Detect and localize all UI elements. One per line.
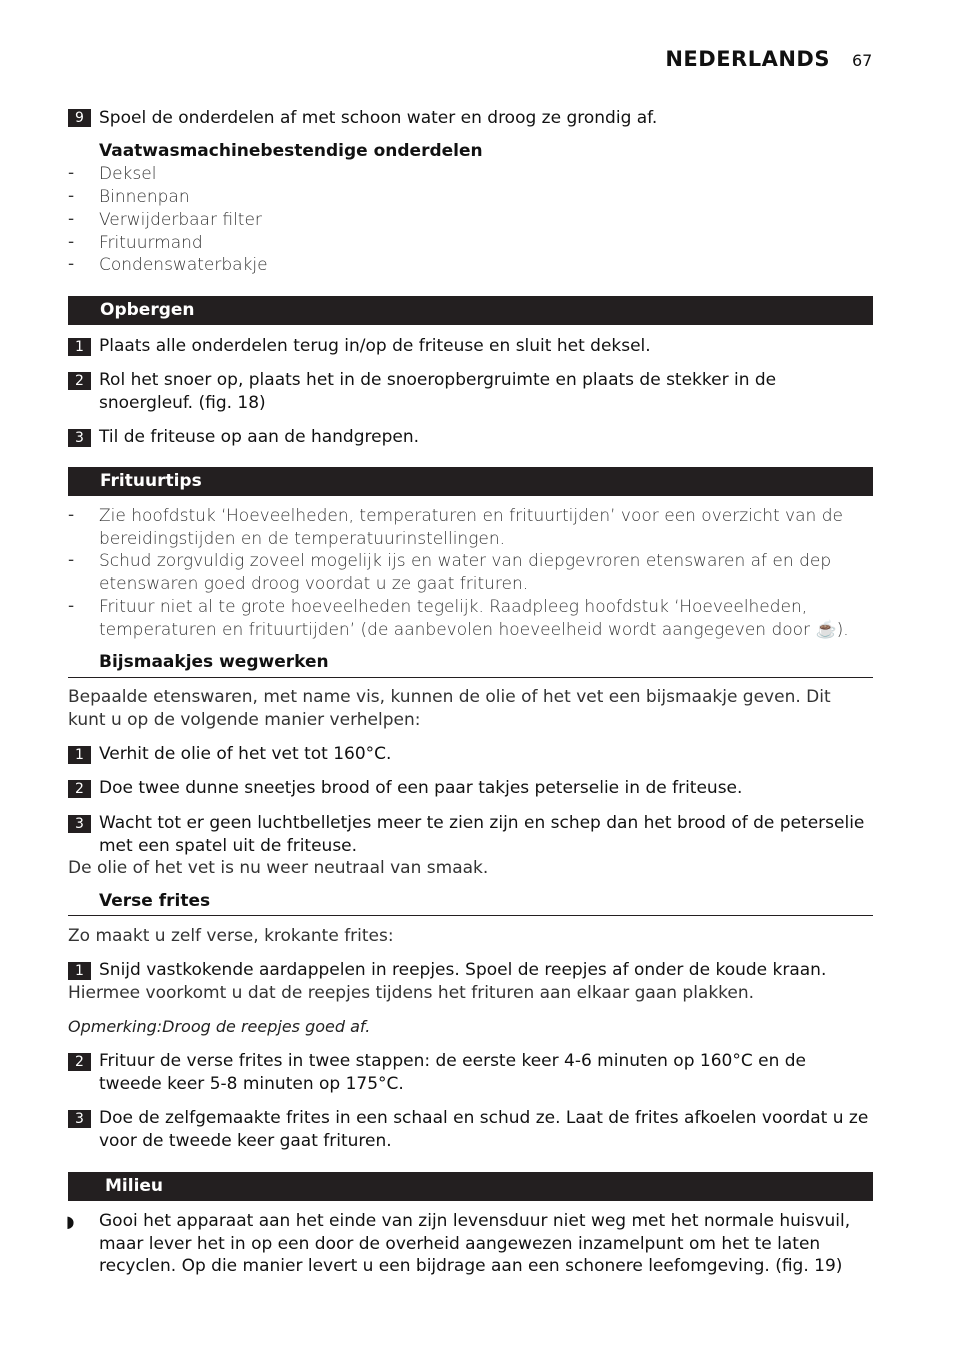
step-text: Plaats alle onderdelen terug in/op de friteuse en sluit het deksel. [99,336,651,356]
section-title: Milieu [105,1176,164,1196]
list-dash: - [68,550,75,570]
list-dash: - [68,186,75,206]
step-text: Doe twee dunne sneetjes brood of een paar takjes peterselie in de friteuse. [99,778,743,798]
step-number: 1 [68,338,91,356]
step-text: Spoel de onderdelen af met schoon water en droog ze grondig af. [99,108,658,128]
page-number: 67 [852,51,873,70]
section-bar-milieu [68,1172,873,1201]
heading-rule [68,915,873,916]
step-number: 1 [68,962,91,980]
step-text: Snijd vastkokende aardappelen in reepjes. Spoel de reepjes af onder de koude kraan. [99,960,827,980]
tip-item: Schud zorgvuldig zoveel mogelijk ijs en water van diepgevroren etenswaren af en dep etenswaren goed droog voordat u ze gaat frituren. [99,551,832,594]
intro-text: Zo maakt u zelf verse, krokante frites: [68,926,394,946]
list-dash: - [68,254,75,274]
frites-heading: Verse frites [99,891,211,911]
heading-rule [68,677,873,678]
step-number: 9 [68,109,91,127]
tip-item: Zie hoofdstuk ‘Hoeveelheden, temperaturen en frituurtijden’ voor een overzicht van de bereidingstijden en de temperatuurinstellingen. [99,506,843,549]
step-number: 3 [68,1110,91,1128]
list-item: Frituurmand [99,233,203,253]
note-text: Opmerking:Droog de reepjes goed af. [68,1017,371,1036]
list-dash: - [68,596,75,616]
step-text: Rol het snoer op, plaats het in de snoeropbergruimte en plaats de stekker in de snoergleuf. (fig. 18) [99,370,777,413]
step-extra-text: Hiermee voorkomt u dat de reepjes tijdens het frituren aan elkaar gaan plakken. [68,983,755,1003]
section-bar-opbergen [68,296,873,325]
list-item: Deksel [99,164,157,184]
step-text: Frituur de verse frites in twee stappen: de eerste keer 4-6 minuten op 160°C en de tweede keer 5-8 minuten op 175°C. [99,1051,807,1094]
tip-item: Frituur niet al te grote hoeveelheden tegelijk. Raadpleeg hoofdstuk ‘Hoeveelheden, temperaturen en frituurtijden’ (de aanbevolen hoeveelheid wordt aangegeven door ☕). [99,597,849,640]
step-number: 1 [68,746,91,764]
step-number: 3 [68,429,91,447]
step-number: 2 [68,372,91,390]
step-number: 3 [68,815,91,833]
section-title: Frituurtips [100,471,202,491]
list-item: Condenswaterbakje [99,255,268,275]
list-dash: - [68,505,75,525]
intro-text: Bepaalde etenswaren, met name vis, kunnen de olie of het vet een bijsmaakje geven. Dit kunt u op de volgende manier verhelpen: [68,687,831,730]
language-header: NEDERLANDS [665,47,830,71]
outro-text: De olie of het vet is nu weer neutraal van smaak. [68,858,489,878]
milieu-text: Gooi het apparaat aan het einde van zijn levensduur niet weg met het normale huisvuil, maar lever het in op een door de overheid aangewezen inzamelpunt om het te laten recyclen. Op die manier levert u een bijdrage aan een schonere leefomgeving. (fig. 19) [99,1211,851,1276]
step-text: Verhit de olie of het vet tot 160°C. [99,744,392,764]
step-text: Doe de zelfgemaakte frites in een schaal en schud ze. Laat de frites afkoelen voordat u ze voor de tweede keer gaat frituren. [99,1108,869,1151]
list-dash: - [68,232,75,252]
bijsmaak-heading: Bijsmaakjes wegwerken [99,652,329,672]
step-text: Til de friteuse op aan de handgrepen. [99,427,419,447]
section-bar-frituurtips [68,467,873,496]
step-number: 2 [68,780,91,798]
list-item: Binnenpan [99,187,190,207]
step-text: Wacht tot er geen luchtbelletjes meer te zien zijn en schep dan het brood of de peterselie met een spatel uit de friteuse. [99,813,865,856]
list-item: Verwijderbaar filter [99,210,262,230]
list-dash: - [68,209,75,229]
step-number: 2 [68,1053,91,1071]
section-title: Opbergen [100,300,195,320]
bullet-icon: ◗ [66,1212,75,1231]
list-dash: - [68,163,75,183]
dishwasher-heading: Vaatwasmachinebestendige onderdelen [99,141,483,161]
